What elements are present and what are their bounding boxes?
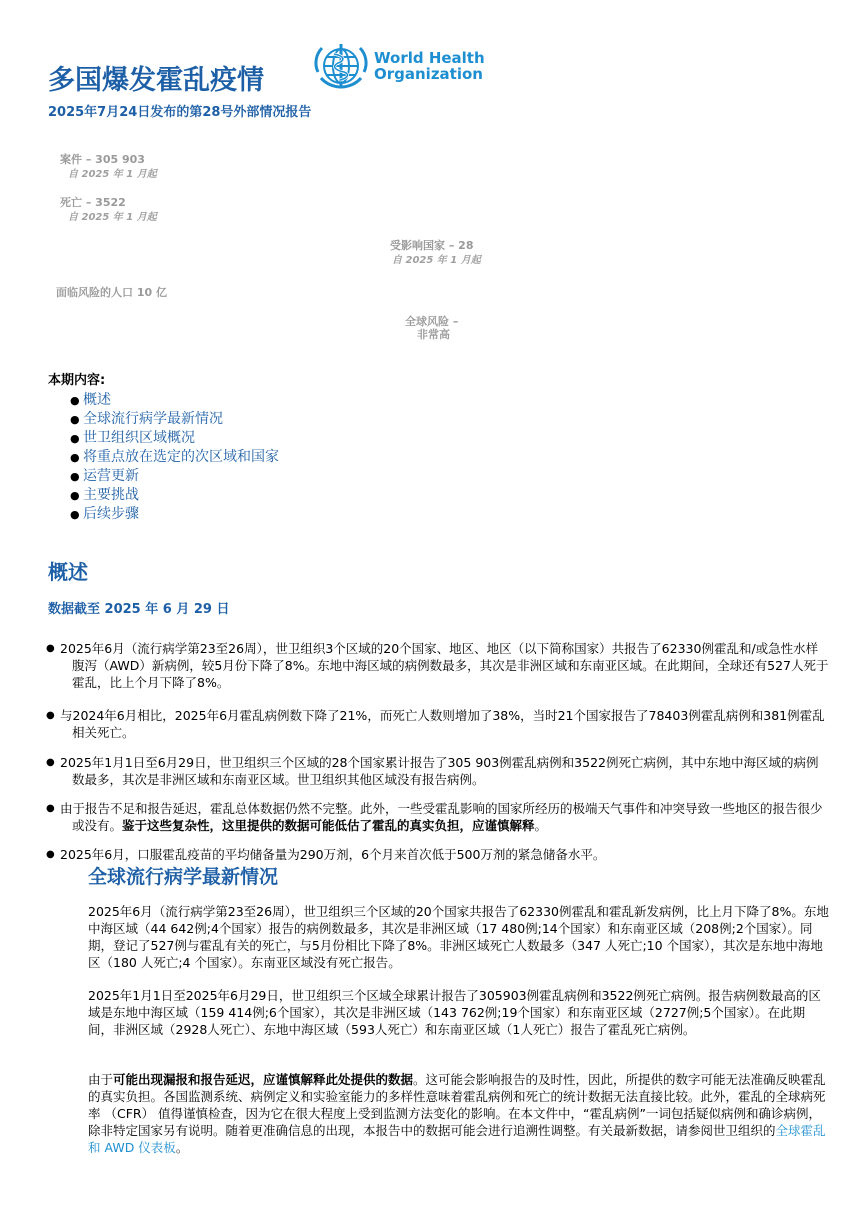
epi-paragraph: 2025年1月1日至2025年6月29日，世卫组织三个区域全球累计报告了305903例霍乱病例和3522例死亡病例。报告病例数最高的区域是东地中海区域（159 414例;6个国家），其次是非洲区域（143 762例;19个国家）和东南亚区域（2727例;5个国家）。在此期间，非洲区域（2928人死亡）、东地中海区域（593人死亡）和东南亚区域（1人死亡）报告了霍乱死亡病例。 — [88, 988, 821, 1037]
cases-since: 自 2025 年 1 月起 — [68, 169, 157, 180]
table-of-contents — [70, 391, 279, 524]
overview-date: 数据截至 2025 年 6 月 29 日 — [48, 602, 230, 617]
bullet-icon: ● — [46, 643, 55, 654]
report-subtitle: 2025年7月24日发布的第28号外部情况报告 — [48, 105, 312, 120]
who-emblem-icon — [312, 42, 370, 90]
overview-bullet: ● 由于报告不足和报告延迟，霍乱总体数据仍然不完整。此外，一些受霍乱影响的国家所经历的极端天气事件和冲突导致一些地区的报告很少或没有。鉴于这些复杂性，这里提供的数据可能低估了霍乱的真实负担，应谨慎解释。 — [46, 801, 823, 833]
page-title: 多国爆发霍乱疫情 — [48, 65, 264, 96]
toc-item-operations[interactable]: ● 运营更新 — [70, 468, 139, 484]
who-logo — [312, 42, 485, 90]
overview-heading: 概述 — [48, 560, 88, 584]
bullet-icon: ● — [70, 489, 80, 502]
overview-bullet: ● 2025年6月（流行病学第23至26周），世卫组织3个区域的20个国家、地区、地区（以下简称国家）共报告了62330例霍乱和/或急性水样腹泻（AWD）新病例，较5月份下降了8%。东地中海区域的病例数最多，其次是非洲区域和东南亚区域。在此期间，全球还有527人死于霍乱，比上个月下降了8%。 — [46, 641, 829, 690]
bullet-icon: ● — [70, 470, 80, 483]
bullet-icon: ● — [46, 849, 55, 860]
epi-heading: 全球流行病学最新情况 — [88, 866, 279, 888]
toc-item-overview[interactable]: ● 概述 — [70, 392, 111, 408]
bullet-icon: ● — [70, 413, 80, 426]
bullet-icon: ● — [70, 394, 80, 407]
deaths-stat: 死亡 – 3522 — [60, 196, 126, 209]
risk-value: 非常高 — [417, 328, 450, 341]
toc-item-regional[interactable]: ● 世卫组织区域概况 — [70, 430, 195, 446]
cases-stat: 案件 – 305 903 — [60, 153, 145, 166]
bullet-icon: ● — [70, 432, 80, 445]
dashboard-link[interactable]: 全球霍乱和 AWD 仪表板 — [88, 1123, 826, 1155]
risk-stat: 全球风险 – — [405, 315, 459, 328]
bullet-icon: ● — [70, 451, 80, 464]
bullet-icon: ● — [46, 803, 55, 814]
overview-bullet: ● 2025年1月1日至6月29日，世卫组织三个区域的28个国家累计报告了305 903例霍乱病例和3522例死亡病例，其中东地中海区域的病例数最多，其次是非洲区域和东南亚区域。世卫组织其他区域没有报告病例。 — [46, 755, 819, 787]
population-stat: 面临风险的人口 10 亿 — [56, 286, 167, 299]
who-logo-text: World Health Organization — [374, 49, 485, 83]
bullet-icon: ● — [46, 710, 55, 721]
toc-item-subregions[interactable]: ● 将重点放在选定的次区域和国家 — [70, 449, 279, 465]
deaths-since: 自 2025 年 1 月起 — [68, 212, 157, 223]
countries-stat: 受影响国家 – 28 — [390, 239, 474, 252]
toc-heading: 本期内容: — [48, 373, 106, 388]
toc-item-epi-update[interactable]: ● 全球流行病学最新情况 — [70, 411, 223, 427]
toc-item-next-steps[interactable]: ● 后续步骤 — [70, 506, 139, 522]
epi-paragraph: 由于可能出现漏报和报告延迟，应谨慎解释此处提供的数据。这可能会影响报告的及时性，因此，所提供的数字可能无法准确反映霍乱的真实负担。各国监测系统、病例定义和实验室能力的多样性意味着霍乱病例和死亡的统计数据无法直接比较。此外，霍乱的全球病死率 （CFR） 值得谨慎检查，因为它在很大程度上受到监测方法变化的影响。在本文件中，“霍乱病例”一词包括疑似病例和确诊病例，除非特定国家另有说明。随着更准确信息的出现，本报告中的数据可能会进行追溯性调整。有关最新数据，请参阅世卫组织的全球霍乱和 AWD 仪表板。 — [88, 1072, 826, 1155]
countries-since: 自 2025 年 1 月起 — [392, 255, 481, 266]
bullet-icon: ● — [70, 508, 80, 521]
overview-bullet: ● 2025年6月，口服霍乱疫苗的平均储备量为290万剂，6个月来首次低于500万剂的紧急储备水平。 — [46, 847, 606, 862]
toc-item-challenges[interactable]: ● 主要挑战 — [70, 487, 139, 503]
epi-paragraph: 2025年6月（流行病学第23至26周），世卫组织三个区域的20个国家共报告了62330例霍乱和霍乱新发病例，比上月下降了8%。东地中海区域（44 642例;4个国家）报告的病例数最多，其次是非洲区域（17 480例;14个国家）和东南亚区域（208例;2个国家）。同期，登记了527例与霍乱有关的死亡，与5月份相比下降了8%。非洲区域死亡人数最多（347 人死亡;10 个国家），其次是东地中海地区（180 人死亡;4 个国家）。东南亚区域没有死亡报告。 — [88, 904, 829, 970]
bullet-icon: ● — [46, 757, 55, 768]
overview-bullet: ● 与2024年6月相比，2025年6月霍乱病例数下降了21%，而死亡人数则增加了38%，当时21个国家报告了78403例霍乱病例和381例霍乱相关死亡。 — [46, 708, 825, 740]
